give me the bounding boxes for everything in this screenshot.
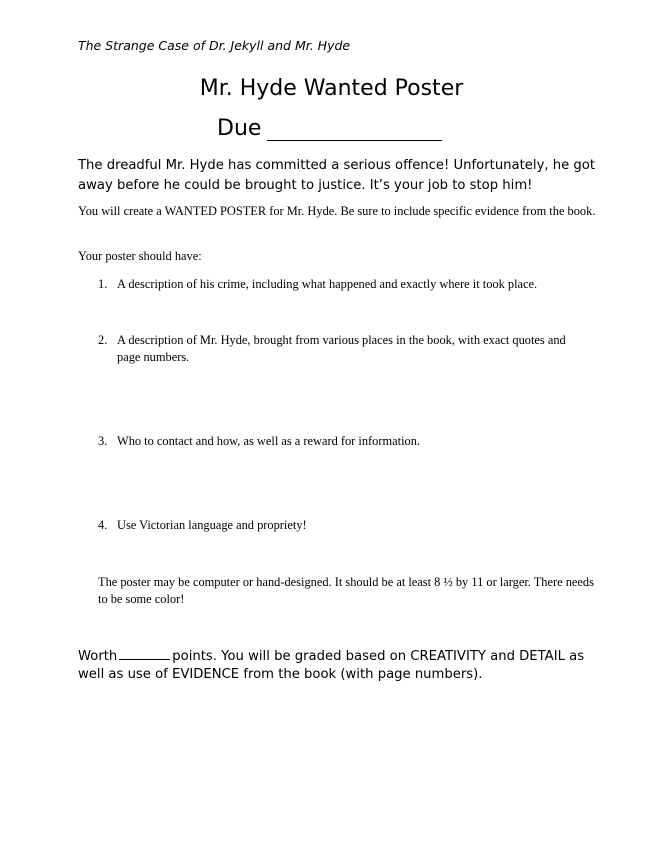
page-title: Mr. Hyde Wanted Poster	[199, 76, 464, 101]
list-item-text: Who to contact and how, as well as a reward for information.	[117, 434, 421, 448]
worth-label: Worth	[78, 649, 118, 664]
list-item	[98, 276, 588, 293]
list-item-number: 3.	[98, 434, 108, 448]
list-item	[98, 517, 588, 534]
book-title-header: The Strange Case of Dr. Jekyll and Mr. Hyde	[78, 38, 351, 53]
list-item-number: 1.	[98, 277, 108, 291]
due-date-blank	[267, 118, 442, 141]
intro-paragraph: The dreadful Mr. Hyde has committed a serious offence! Unfortunately, he got away before he could be brought to justice. It’s your job to stop him!	[78, 158, 596, 193]
points-blank	[119, 646, 170, 660]
grading-paragraph	[78, 646, 598, 684]
due-date-line	[217, 116, 442, 141]
list-item-number: 4.	[98, 518, 108, 532]
list-item-text: A description of his crime, including what happened and exactly where it took place.	[117, 277, 538, 291]
grading-text: points. You will be graded based on CREATIVITY and DETAIL as well as use of EVIDENCE from the book (with page numbers).	[78, 649, 585, 682]
list-item-number: 2.	[98, 333, 108, 347]
list-item-text: A description of Mr. Hyde, brought from various places in the book, with exact quotes and page numbers.	[117, 333, 566, 364]
list-item	[98, 332, 588, 366]
list-item	[98, 433, 588, 450]
list-item-text: Use Victorian language and propriety!	[117, 518, 307, 532]
due-label: Due	[217, 116, 262, 141]
list-intro: Your poster should have:	[78, 249, 202, 263]
poster-format-note: The poster may be computer or hand-designed. It should be at least 8 ½ by 11 or larger. There needs to be some color!	[98, 575, 594, 606]
create-instruction: You will create a WANTED POSTER for Mr. Hyde. Be sure to include specific evidence from the book.	[78, 204, 596, 218]
